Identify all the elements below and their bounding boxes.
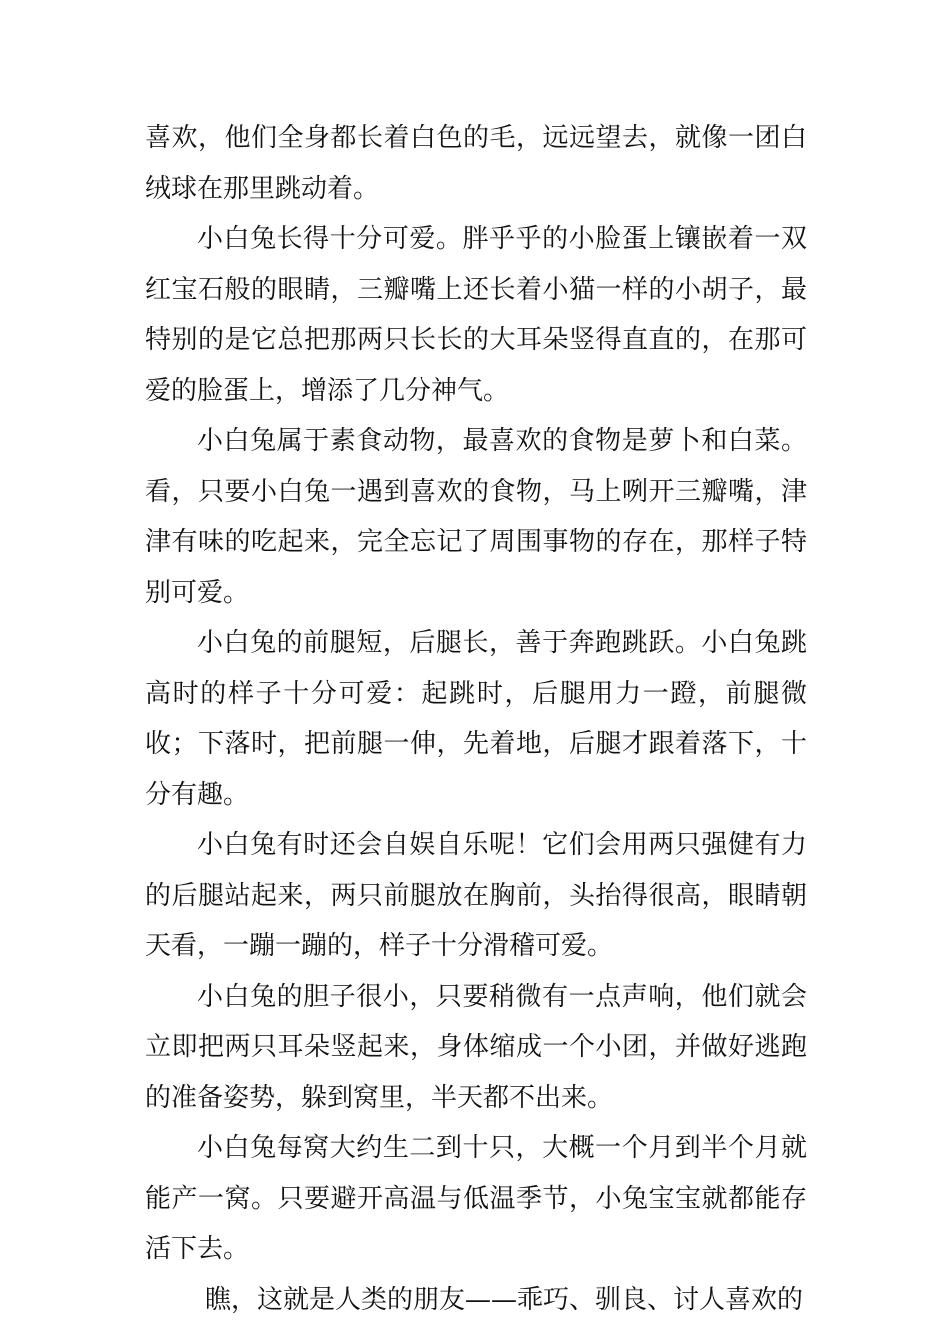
paragraph-8: 瞧，这就是人类的朋友——乖巧、驯良、讨人喜欢的 [205, 1284, 804, 1315]
paragraph-1: 喜欢，他们全身都长着白色的毛，远远望去，就像一团白绒球在那里跳动着。 [145, 123, 807, 204]
paragraph-6: 小白兔的胆子很小，只要稍微有一点声响，他们就会立即把两只耳朵竖起来，身体缩成一个小团，并做好逃跑的准备姿势，躲到窝里，半天都不出来。 [145, 981, 807, 1113]
paragraph-3: 小白兔属于素食动物，最喜欢的食物是萝卜和白菜。看，只要小白兔一遇到喜欢的食物，马上咧开三瓣嘴，津津有味的吃起来，完全忘记了周围事物的存在，那样子特别可爱。 [145, 426, 807, 608]
paragraph-2: 小白兔长得十分可爱。胖乎乎的小脸蛋上镶嵌着一双红宝石般的眼睛，三瓣嘴上还长着小猫一样的小胡子，最特别的是它总把那两只长长的大耳朵竖得直直的，在那可爱的脸蛋上，增添了几分神气。 [145, 224, 807, 406]
paragraph-5: 小白兔有时还会自娱自乐呢！它们会用两只强健有力的后腿站起来，两只前腿放在胸前，头抬得很高，眼睛朝天看，一蹦一蹦的，样子十分滑稽可爱。 [145, 830, 807, 961]
paragraph-7: 小白兔每窝大约生二到十只，大概一个月到半个月就能产一窝。只要避开高温与低温季节，小兔宝宝就都能存活下去。 [145, 1133, 807, 1264]
paragraph-4: 小白兔的前腿短，后腿长，善于奔跑跳跃。小白兔跳高时的样子十分可爱：起跳时，后腿用力一蹬，前腿微收；下落时，把前腿一伸，先着地，后腿才跟着落下，十分有趣。 [145, 628, 807, 810]
body-text [145, 113, 807, 1325]
